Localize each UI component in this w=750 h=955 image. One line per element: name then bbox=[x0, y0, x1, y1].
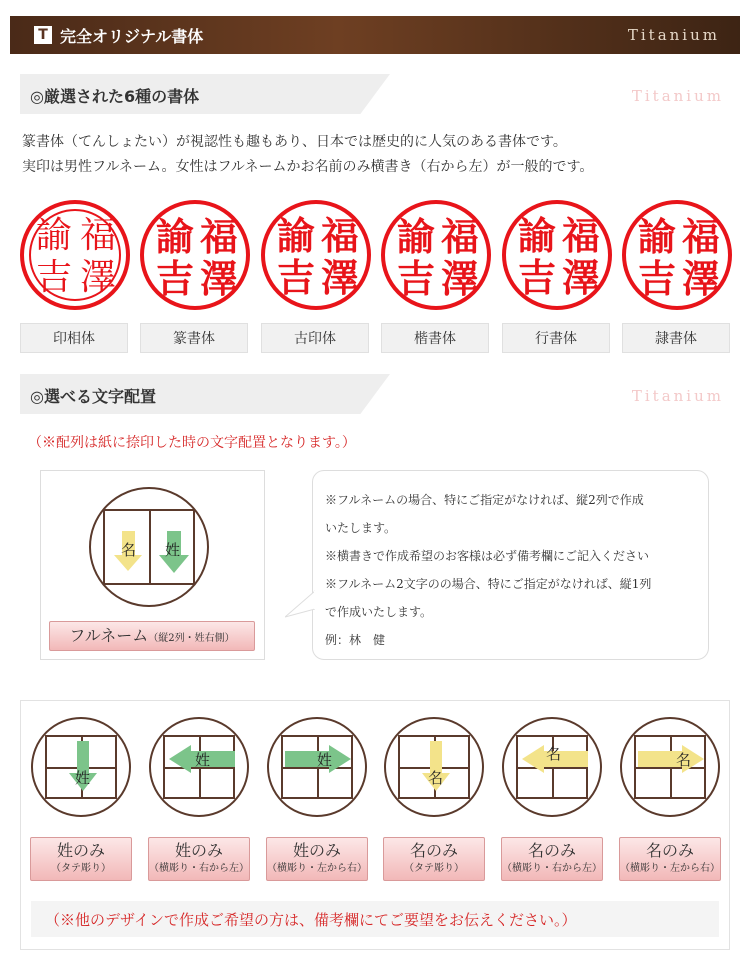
seal-char: 諭 bbox=[156, 214, 195, 259]
seal-char: 澤 bbox=[200, 256, 239, 301]
seal-tensho bbox=[140, 200, 250, 310]
fullname-diagram-box bbox=[40, 470, 265, 660]
option-button[interactable] bbox=[383, 837, 485, 881]
option-char: 名 bbox=[546, 745, 562, 763]
bubble-line: で作成いたします。 bbox=[325, 605, 433, 619]
option-button[interactable] bbox=[619, 837, 721, 881]
option-seal-outline bbox=[620, 717, 720, 817]
bubble-line: いたします。 bbox=[325, 521, 397, 535]
seal-reisho bbox=[622, 200, 732, 310]
option-main-label: 姓のみ bbox=[174, 841, 223, 860]
seal-char: 福 bbox=[200, 214, 239, 259]
seal-char: 吉 bbox=[277, 258, 316, 300]
option-char: 姓 bbox=[317, 751, 333, 769]
option-sub-label: （横彫り・右から左） bbox=[149, 863, 249, 874]
style-label-tensho[interactable]: 篆書体 bbox=[140, 323, 248, 353]
section-heading-fonts bbox=[20, 74, 740, 114]
header-brand: Titanium bbox=[627, 26, 720, 44]
bubble-line: ※フルネーム2文字のの場合、特にご指定がなければ、縦1列 bbox=[325, 577, 652, 591]
button-main-label: フルネーム bbox=[69, 626, 149, 645]
option-sub-label: （横彫り・右から左） bbox=[502, 863, 602, 874]
seal-grid bbox=[103, 509, 195, 585]
fullname-button[interactable] bbox=[49, 621, 255, 651]
seal-char: 諭 bbox=[518, 216, 557, 258]
seal-char: 吉 bbox=[518, 258, 557, 300]
seal-gyosho bbox=[502, 200, 612, 310]
intro-text bbox=[22, 130, 593, 180]
style-label-insoutai[interactable]: 印相体 bbox=[20, 323, 128, 353]
option-char: 姓 bbox=[195, 751, 211, 769]
option-char: 名 bbox=[428, 769, 444, 787]
section-title: ◎選べる文字配置 bbox=[30, 387, 156, 406]
seal-insoutai bbox=[20, 200, 130, 310]
bottom-note-box bbox=[31, 901, 719, 937]
option-main-label: 名のみ bbox=[645, 841, 694, 860]
header-title: 完全オリジナル書体 bbox=[60, 26, 204, 46]
char-surname: 姓 bbox=[165, 541, 181, 559]
style-label-gyosho[interactable]: 行書体 bbox=[502, 323, 610, 353]
seal-char: 福 bbox=[682, 214, 721, 259]
seal-char: 吉 bbox=[397, 257, 436, 301]
header-bar bbox=[10, 16, 740, 54]
seal-char: 澤 bbox=[441, 257, 480, 301]
info-bubble bbox=[312, 470, 709, 660]
option-seal-outline bbox=[31, 717, 131, 817]
option-button[interactable] bbox=[30, 837, 132, 881]
option-sub-label: （タテ彫り） bbox=[51, 863, 111, 874]
option-sub-label: （横彫り・左から右） bbox=[267, 863, 367, 874]
style-label-koin[interactable]: 古印体 bbox=[261, 323, 369, 353]
intro-line: 篆書体（てんしょたい）が視認性も趣もあり、日本では歴史的に人気のある書体です。 bbox=[22, 134, 567, 150]
section-title: ◎厳選された6種の書体 bbox=[30, 87, 200, 106]
intro-line: 実印は男性フルネーム。女性はフルネームかお名前のみ横書き（右から左）が一般的です。 bbox=[22, 159, 594, 175]
seal-char: 諭 bbox=[397, 215, 436, 259]
option-seal-outline bbox=[267, 717, 367, 817]
bubble-line: ※フルネームの場合、特にご指定がなければ、縦2列で作成 bbox=[325, 493, 644, 507]
bubble-tail-icon bbox=[285, 589, 315, 619]
style-label-reisho[interactable]: 隷書体 bbox=[622, 323, 730, 353]
section-brand: Titanium bbox=[631, 387, 724, 405]
button-sub-label: （縦2列・姓右側） bbox=[148, 633, 235, 644]
option-main-label: 姓のみ bbox=[292, 841, 341, 860]
option-char: 姓 bbox=[75, 769, 91, 787]
section-brand: Titanium bbox=[631, 87, 724, 105]
seal-char: 澤 bbox=[682, 256, 721, 301]
bubble-text bbox=[325, 486, 651, 654]
seal-outline bbox=[89, 487, 209, 607]
seal-char: 澤 bbox=[562, 258, 601, 300]
seal-char: 諭 bbox=[277, 216, 316, 258]
bottom-note: （※他のデザインで作成ご希望の方は、備考欄にてご要望をお伝えください。） bbox=[45, 911, 577, 929]
seal-char: 諭 bbox=[36, 215, 73, 256]
seal-char: 澤 bbox=[80, 257, 117, 298]
option-char: 名 bbox=[676, 751, 692, 769]
option-seal-outline bbox=[149, 717, 249, 817]
titanium-logo-icon: T bbox=[34, 26, 52, 44]
seal-char: 福 bbox=[321, 216, 360, 258]
option-button[interactable] bbox=[148, 837, 250, 881]
seal-char: 福 bbox=[562, 216, 601, 258]
option-main-label: 名のみ bbox=[409, 841, 458, 860]
seal-char: 吉 bbox=[36, 257, 73, 298]
option-seal-outline bbox=[502, 717, 602, 817]
bubble-line: ※横書きで作成希望のお客様は必ず備考欄にご記入ください bbox=[325, 549, 650, 563]
section-heading-layout bbox=[20, 374, 740, 414]
option-button[interactable] bbox=[501, 837, 603, 881]
style-label-kaisho[interactable]: 楷書体 bbox=[381, 323, 489, 353]
option-main-label: 姓のみ bbox=[56, 841, 105, 860]
option-sub-label: （横彫り・左から右） bbox=[620, 863, 720, 874]
seal-char: 諭 bbox=[638, 214, 677, 259]
option-main-label: 名のみ bbox=[527, 841, 576, 860]
seal-char: 福 bbox=[441, 215, 480, 259]
seal-char: 澤 bbox=[321, 258, 360, 300]
option-seal-outline bbox=[384, 717, 484, 817]
seal-kaisho bbox=[381, 200, 491, 310]
layout-note: （※配列は紙に捺印した時の文字配置となります。） bbox=[28, 435, 356, 451]
seal-koin bbox=[261, 200, 371, 310]
option-button[interactable] bbox=[266, 837, 368, 881]
option-sub-label: （タテ彫り） bbox=[404, 863, 464, 874]
seal-char: 吉 bbox=[156, 256, 195, 301]
seal-char: 福 bbox=[80, 215, 117, 256]
options-panel bbox=[20, 700, 730, 950]
char-given-name: 名 bbox=[121, 541, 137, 559]
bubble-line: 例：林 健 bbox=[325, 633, 386, 647]
seal-char: 吉 bbox=[638, 256, 677, 301]
